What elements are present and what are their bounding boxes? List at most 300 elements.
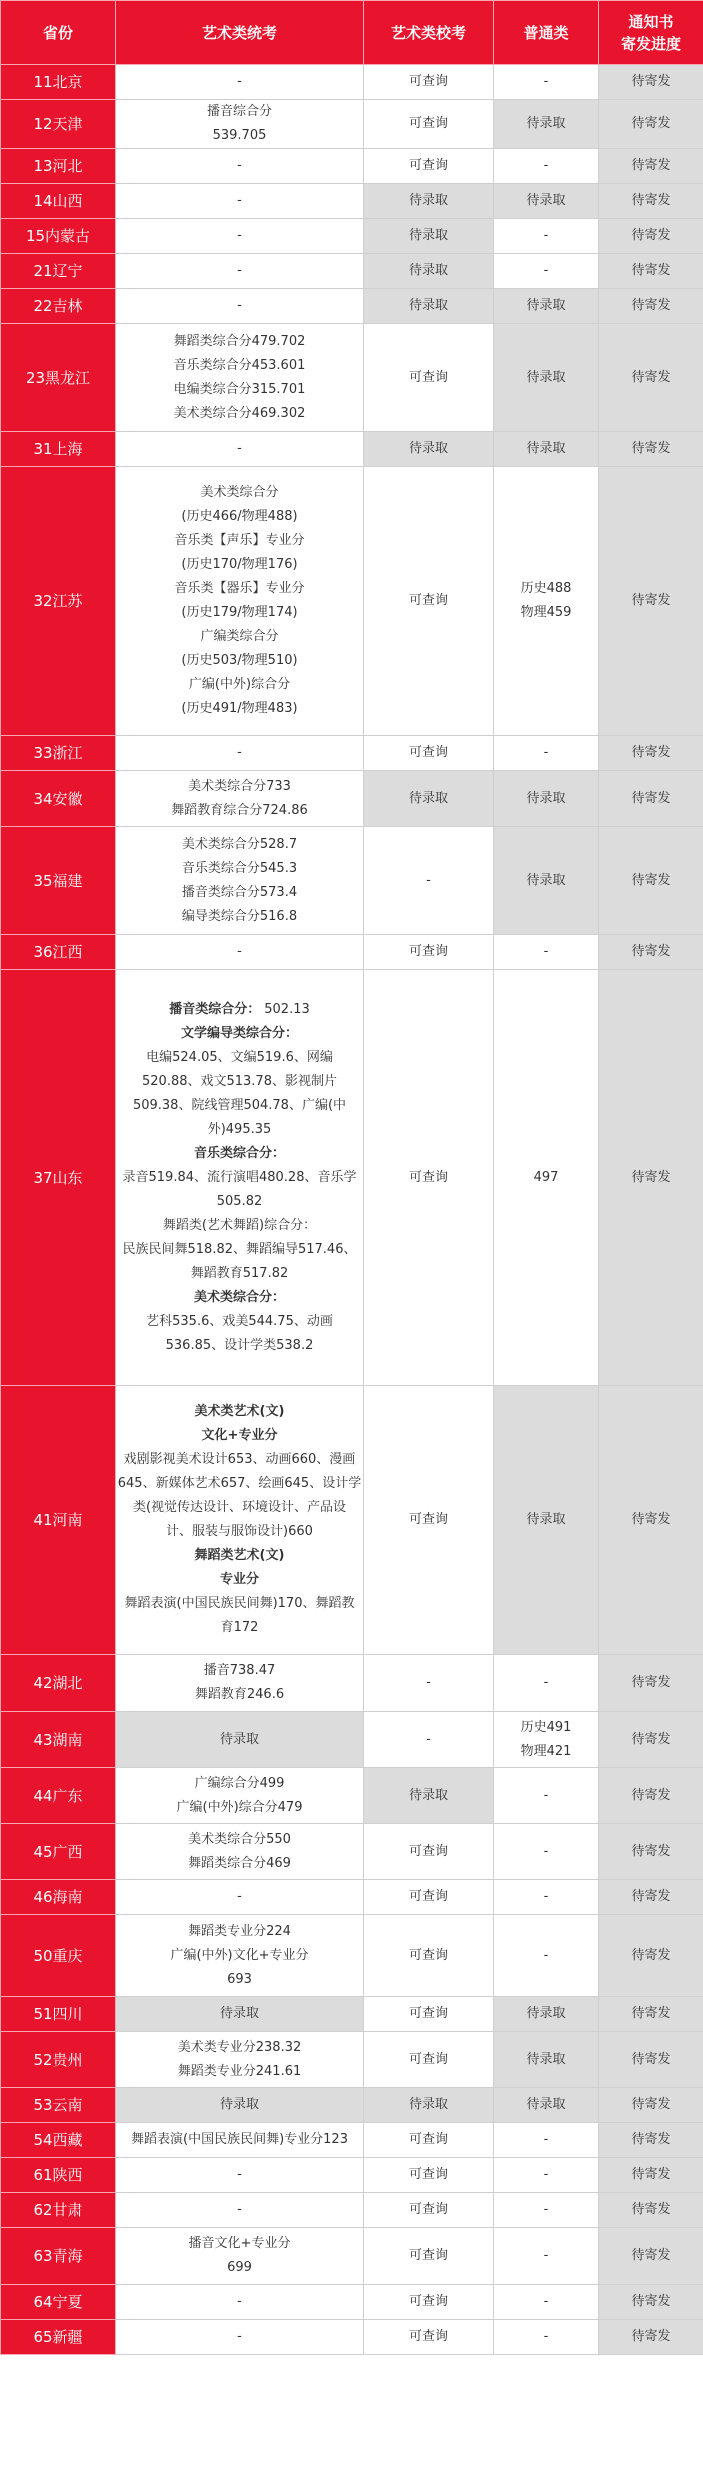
table-row — [1, 1824, 703, 1880]
province-cell: 21辽宁 — [1, 254, 116, 289]
art-exam-cell-text: 播音综合分 — [206, 104, 272, 119]
table-row — [1, 2285, 703, 2320]
art-exam-cell-text: 舞蹈类综合分469 — [188, 1855, 291, 1871]
art-exam-cell-line — [116, 354, 363, 378]
school-exam-cell: 待录取 — [364, 289, 494, 324]
general-cell — [494, 1768, 599, 1824]
art-exam-cell-line — [116, 1496, 363, 1520]
art-exam-cell-line — [116, 70, 363, 94]
art-exam-cell-text: 美术类综合分550 — [188, 1831, 291, 1847]
art-exam-cell-line — [116, 1046, 363, 1070]
art-exam-cell-text: 电编类综合分315.701 — [173, 381, 306, 397]
school-exam-cell: 待录取 — [364, 219, 494, 254]
art-exam-cell-line — [116, 529, 363, 553]
art-exam-cell-line — [116, 673, 363, 697]
art-exam-cell-text: 舞蹈教育246.6 — [194, 1687, 285, 1702]
art-exam-cell-line — [116, 1448, 363, 1472]
school-exam-cell: 可查询 — [364, 2228, 494, 2285]
art-exam-cell — [116, 827, 364, 935]
art-exam-cell-text: 音乐类综合分453.601 — [173, 357, 306, 373]
art-exam-cell-text: 音乐类【器乐】专业分 — [174, 581, 305, 596]
art-exam-cell-line — [116, 1166, 363, 1190]
general-cell-line — [494, 154, 598, 178]
art-exam-cell — [116, 467, 364, 736]
general-cell-text: 待录取 — [526, 298, 566, 313]
art-exam-cell-text: 505.82 — [216, 1193, 263, 1209]
art-exam-cell-text: - — [237, 74, 242, 89]
art-exam-cell-text: 音乐类【声乐】专业分 — [174, 533, 305, 548]
art-exam-cell-text: 待录取 — [219, 2097, 259, 2112]
art-exam-cell — [116, 2285, 364, 2320]
general-cell — [494, 100, 599, 149]
art-exam-cell-text: (历史179/物理174) — [181, 605, 298, 620]
art-exam-cell-text: 类(视觉传达设计、环境设计、产品设 — [132, 1500, 347, 1515]
art-exam-cell — [116, 736, 364, 771]
table-row — [1, 1768, 703, 1824]
general-cell-text: 待录取 — [526, 116, 566, 131]
general-cell-text: - — [543, 745, 549, 760]
art-exam-cell-text: 美术类专业分238.32 — [177, 2039, 302, 2055]
art-exam-cell-line — [116, 577, 363, 601]
art-exam-cell-line — [116, 1286, 363, 1310]
province-cell: 12天津 — [1, 100, 116, 149]
general-cell-text: 历史491 — [520, 1719, 572, 1735]
general-cell-line — [494, 1671, 598, 1695]
art-exam-cell — [116, 935, 364, 970]
school-exam-cell: 可查询 — [364, 2032, 494, 2088]
header-notice-text: 通知书 寄发进度 — [620, 12, 681, 53]
art-exam-cell-text: 播音类综合分573.4 — [181, 884, 298, 900]
school-exam-cell: 可查询 — [364, 2320, 494, 2355]
general-cell — [494, 970, 599, 1386]
general-cell-line — [494, 741, 598, 765]
art-exam-cell-line — [116, 1400, 363, 1424]
province-cell: 32江苏 — [1, 467, 116, 736]
notice-progress-cell: 待寄发 — [599, 2088, 703, 2123]
province-cell: 35福建 — [1, 827, 116, 935]
table-row — [1, 324, 703, 432]
art-exam-cell-line — [116, 649, 363, 673]
art-exam-cell-text: 育172 — [220, 1620, 259, 1635]
art-exam-cell-line — [116, 2002, 363, 2026]
art-exam-cell-text: 待录取 — [219, 1731, 259, 1747]
general-cell-text: - — [543, 2248, 549, 2263]
art-exam-cell-line — [116, 1828, 363, 1852]
art-exam-cell — [116, 1997, 364, 2032]
general-cell-line — [494, 2198, 598, 2222]
notice-progress-cell: 待寄发 — [599, 771, 703, 827]
art-exam-cell-text: - — [237, 1889, 242, 1904]
school-exam-cell: 可查询 — [364, 1997, 494, 2032]
general-cell-text: 待录取 — [526, 790, 566, 806]
art-exam-cell — [116, 432, 364, 467]
art-exam-cell-text: 舞蹈表演(中国民族民间舞)专业分123 — [131, 2132, 348, 2147]
notice-progress-cell: 待寄发 — [599, 2228, 703, 2285]
art-exam-cell-text: 美术类综合分： — [193, 1289, 285, 1305]
table-row — [1, 1997, 703, 2032]
general-cell-text: 497 — [533, 1169, 559, 1185]
general-cell-line — [494, 1166, 598, 1190]
general-cell-line — [494, 1840, 598, 1864]
art-exam-cell-line — [116, 1118, 363, 1142]
school-exam-cell: - — [364, 1655, 494, 1712]
school-exam-cell: 可查询 — [364, 2158, 494, 2193]
art-exam-cell-line — [116, 1852, 363, 1876]
art-exam-cell-text: (历史170/物理176) — [181, 557, 298, 572]
notice-progress-cell: 待寄发 — [599, 1880, 703, 1915]
notice-progress-cell: 待寄发 — [599, 1915, 703, 1997]
general-cell — [494, 254, 599, 289]
art-exam-cell-line — [116, 2232, 363, 2256]
table-row — [1, 219, 703, 254]
art-exam-cell-line — [116, 1214, 363, 1238]
province-cell: 42湖北 — [1, 1655, 116, 1712]
general-cell-text: - — [543, 2167, 549, 2182]
notice-progress-cell: 待寄发 — [599, 2193, 703, 2228]
general-cell-line — [494, 1740, 598, 1764]
art-exam-cell — [116, 2320, 364, 2355]
province-cell: 65新疆 — [1, 2320, 116, 2355]
general-cell — [494, 2193, 599, 2228]
general-cell-text: - — [543, 228, 549, 243]
notice-progress-cell: 待寄发 — [599, 1824, 703, 1880]
general-cell-line — [494, 294, 598, 318]
general-cell-text: - — [543, 1947, 549, 1963]
art-exam-cell-text: 电编524.05、文编519.6、网编 — [146, 1049, 333, 1065]
general-cell-line — [494, 2325, 598, 2349]
art-exam-cell-text: - — [237, 2329, 242, 2344]
general-cell-text: 物理459 — [520, 605, 572, 620]
art-exam-cell — [116, 254, 364, 289]
art-exam-cell-line — [116, 2256, 363, 2280]
table-row — [1, 2228, 703, 2285]
notice-progress-cell: 待寄发 — [599, 2158, 703, 2193]
province-cell: 54西藏 — [1, 2123, 116, 2158]
art-exam-cell-text: 播音类综合分： — [169, 1001, 261, 1017]
art-exam-cell-line — [116, 1920, 363, 1944]
notice-progress-cell: 待寄发 — [599, 970, 703, 1386]
art-exam-cell — [116, 970, 364, 1386]
art-exam-cell-text: 文学编导类综合分： — [180, 1025, 298, 1041]
art-exam-cell-line — [116, 1238, 363, 1262]
art-exam-cell-line — [116, 625, 363, 649]
art-exam-cell-line — [116, 905, 363, 929]
art-exam-cell-line — [116, 2290, 363, 2314]
art-exam-cell-line — [116, 2093, 363, 2117]
art-exam-cell-line — [116, 775, 363, 799]
general-cell-text: - — [543, 2329, 549, 2344]
table-row — [1, 254, 703, 289]
art-exam-cell-text: - — [237, 441, 242, 456]
art-exam-cell-text: 外)495.35 — [207, 1121, 272, 1137]
notice-progress-cell: 待寄发 — [599, 219, 703, 254]
art-exam-cell — [116, 289, 364, 324]
general-cell-text: 待录取 — [526, 2006, 566, 2021]
art-exam-cell — [116, 1768, 364, 1824]
school-exam-cell: 可查询 — [364, 1386, 494, 1655]
art-exam-cell-line — [116, 881, 363, 905]
school-exam-cell: - — [364, 827, 494, 935]
general-cell-line — [494, 1716, 598, 1740]
general-cell-text: 待录取 — [526, 2097, 566, 2112]
art-exam-cell-line — [116, 154, 363, 178]
art-exam-cell-text: 广编(中外)综合分479 — [176, 1799, 303, 1815]
province-cell: 43湖南 — [1, 1712, 116, 1768]
art-exam-cell-text: - — [237, 193, 242, 208]
art-exam-cell-text: 广编综合分499 — [194, 1775, 285, 1791]
art-exam-cell-text: 645、新媒体艺术657、绘画645、设计学 — [117, 1476, 362, 1491]
table-row — [1, 827, 703, 935]
table-row — [1, 432, 703, 467]
general-cell-text: 物理421 — [520, 1743, 572, 1759]
school-exam-cell: 可查询 — [364, 149, 494, 184]
province-cell: 64宁夏 — [1, 2285, 116, 2320]
school-exam-cell: 可查询 — [364, 970, 494, 1386]
art-exam-cell-line — [116, 1520, 363, 1544]
art-exam-cell-line — [116, 998, 363, 1022]
art-exam-cell-text: 戏剧影视美术设计653、动画660、漫画 — [123, 1452, 356, 1467]
school-exam-cell: 待录取 — [364, 771, 494, 827]
notice-progress-cell: 待寄发 — [599, 1997, 703, 2032]
notice-progress-cell: 待寄发 — [599, 254, 703, 289]
art-exam-cell — [116, 1824, 364, 1880]
school-exam-cell: 可查询 — [364, 736, 494, 771]
art-exam-cell — [116, 1880, 364, 1915]
table-row — [1, 1915, 703, 1997]
art-exam-cell-line — [116, 1592, 363, 1616]
general-cell-line — [494, 2163, 598, 2187]
art-exam-cell-text: - — [237, 228, 242, 243]
general-cell-line — [494, 259, 598, 283]
art-exam-cell-line — [116, 1190, 363, 1214]
general-cell-line — [494, 1944, 598, 1968]
table-row — [1, 2123, 703, 2158]
general-cell — [494, 2320, 599, 2355]
province-cell: 37山东 — [1, 970, 116, 1386]
general-cell-line — [494, 940, 598, 964]
art-exam-cell-text: 计、服装与服饰设计)660 — [166, 1524, 313, 1539]
school-exam-cell: 可查询 — [364, 2193, 494, 2228]
general-cell — [494, 771, 599, 827]
art-exam-cell-line — [116, 1094, 363, 1118]
notice-progress-cell: 待寄发 — [599, 100, 703, 149]
art-exam-cell — [116, 324, 364, 432]
general-cell-line — [494, 2290, 598, 2314]
general-cell-line — [494, 112, 598, 136]
notice-progress-cell: 待寄发 — [599, 324, 703, 432]
header-notice-progress — [599, 1, 703, 65]
general-cell-text: 待录取 — [526, 2051, 566, 2067]
province-cell: 22吉林 — [1, 289, 116, 324]
general-cell — [494, 2123, 599, 2158]
art-exam-cell-line — [116, 741, 363, 765]
art-exam-cell-text: 539.705 — [212, 128, 267, 143]
art-exam-cell-text: 美术类综合分 — [200, 485, 279, 500]
province-cell: 44广东 — [1, 1768, 116, 1824]
art-exam-cell — [116, 1915, 364, 1997]
art-exam-cell-text: 专业分 — [219, 1572, 259, 1587]
art-exam-cell-line — [116, 2060, 363, 2084]
school-exam-cell: 待录取 — [364, 254, 494, 289]
art-exam-cell-line — [116, 1334, 363, 1358]
table-row — [1, 184, 703, 219]
general-cell-line — [494, 366, 598, 390]
art-exam-cell-line — [116, 481, 363, 505]
table-row — [1, 771, 703, 827]
art-exam-cell-text: (历史466/物理488) — [181, 509, 298, 524]
notice-progress-cell: 待寄发 — [599, 2285, 703, 2320]
province-cell: 45广西 — [1, 1824, 116, 1880]
province-cell: 14山西 — [1, 184, 116, 219]
art-exam-cell-line — [116, 330, 363, 354]
art-exam-cell-line — [116, 857, 363, 881]
art-exam-cell-text: - — [237, 263, 242, 278]
art-exam-cell-text: 舞蹈表演(中国民族民间舞)170、舞蹈教 — [124, 1596, 355, 1611]
general-cell — [494, 2032, 599, 2088]
general-cell-text: - — [543, 2132, 549, 2147]
table-row — [1, 2088, 703, 2123]
art-exam-cell-line — [116, 833, 363, 857]
art-exam-cell-line — [116, 1616, 363, 1640]
school-exam-cell: - — [364, 1712, 494, 1768]
school-exam-cell: 可查询 — [364, 2285, 494, 2320]
art-exam-cell-text: - — [237, 158, 242, 173]
art-exam-cell-text: 文化+专业分 — [201, 1428, 278, 1443]
province-cell: 33浙江 — [1, 736, 116, 771]
general-cell-line — [494, 869, 598, 893]
art-exam-cell-line — [116, 1944, 363, 1968]
province-cell: 41河南 — [1, 1386, 116, 1655]
art-exam-cell-line — [116, 1885, 363, 1909]
general-cell-text: - — [543, 2294, 549, 2309]
art-exam-cell-text: 520.88、戏文513.78、影视制片 — [142, 1073, 337, 1089]
general-cell — [494, 827, 599, 935]
art-exam-cell-text: 待录取 — [219, 2006, 259, 2021]
notice-progress-cell: 待寄发 — [599, 1712, 703, 1768]
table-row — [1, 289, 703, 324]
table-row — [1, 1880, 703, 1915]
school-exam-cell: 可查询 — [364, 100, 494, 149]
art-exam-cell-text: 播音738.47 — [203, 1663, 276, 1678]
table-row — [1, 100, 703, 149]
art-exam-cell-text: 536.85、设计学类538.2 — [165, 1337, 314, 1353]
notice-progress-cell: 待寄发 — [599, 467, 703, 736]
school-exam-cell: 待录取 — [364, 432, 494, 467]
notice-progress-cell: 待寄发 — [599, 289, 703, 324]
notice-progress-cell: 待寄发 — [599, 736, 703, 771]
art-exam-cell-text: 舞蹈类专业分224 — [188, 1923, 291, 1939]
art-exam-cell-text: 编导类综合分516.8 — [181, 908, 298, 924]
art-exam-cell-text: - — [237, 2167, 242, 2182]
general-cell-text: - — [543, 158, 549, 173]
province-cell: 46海南 — [1, 1880, 116, 1915]
general-cell-text: 待录取 — [526, 193, 566, 208]
art-exam-cell-line — [116, 437, 363, 461]
art-exam-cell-text: 播音文化+专业分 — [188, 2236, 291, 2251]
general-cell — [494, 432, 599, 467]
general-cell-line — [494, 601, 598, 625]
art-exam-cell-line — [116, 505, 363, 529]
art-exam-cell-line — [116, 1659, 363, 1683]
art-exam-cell-text: 舞蹈类艺术(文) — [194, 1548, 285, 1563]
school-exam-cell: 待录取 — [364, 2088, 494, 2123]
table-row — [1, 2158, 703, 2193]
notice-progress-cell: 待寄发 — [599, 1655, 703, 1712]
general-cell — [494, 1655, 599, 1712]
general-cell-text: 待录取 — [526, 369, 566, 385]
table-row — [1, 970, 703, 1386]
art-exam-cell — [116, 100, 364, 149]
school-exam-cell: 可查询 — [364, 1915, 494, 1997]
art-exam-cell-text: 509.38、院线管理504.78、广编(中 — [132, 1097, 347, 1113]
art-exam-cell-line — [116, 259, 363, 283]
art-exam-cell-text: 舞蹈类专业分241.61 — [177, 2063, 302, 2079]
art-exam-cell-line — [116, 940, 363, 964]
art-exam-cell-text: 美术类综合分733 — [188, 778, 291, 794]
art-exam-cell-text: 广编类综合分 — [200, 629, 279, 644]
general-cell-text: - — [543, 1675, 549, 1690]
province-cell: 50重庆 — [1, 1915, 116, 1997]
art-exam-cell-text: - — [237, 2202, 242, 2217]
art-exam-cell-line — [116, 553, 363, 577]
art-exam-cell-text: 广编(中外)文化+专业分 — [170, 1947, 309, 1963]
art-exam-cell — [116, 1712, 364, 1768]
art-exam-cell-line — [116, 1262, 363, 1286]
general-cell-text: 待录取 — [526, 441, 566, 456]
general-cell-text: 待录取 — [526, 872, 566, 888]
art-exam-cell — [116, 65, 364, 100]
table-row — [1, 2193, 703, 2228]
province-cell: 36江西 — [1, 935, 116, 970]
general-cell-line — [494, 577, 598, 601]
general-cell — [494, 219, 599, 254]
art-exam-cell-text: 美术类综合分528.7 — [181, 836, 298, 852]
art-exam-cell — [116, 219, 364, 254]
general-cell-text: - — [543, 2202, 549, 2217]
table-row — [1, 65, 703, 100]
general-cell-line — [494, 437, 598, 461]
general-cell-line — [494, 1885, 598, 1909]
province-cell: 31上海 — [1, 432, 116, 467]
notice-progress-cell: 待寄发 — [599, 1768, 703, 1824]
general-cell — [494, 289, 599, 324]
art-exam-cell-line — [116, 1472, 363, 1496]
table-row — [1, 1712, 703, 1768]
header-province: 省份 — [1, 1, 116, 65]
art-exam-cell-line — [116, 1022, 363, 1046]
art-exam-cell-line — [116, 378, 363, 402]
art-exam-cell-text: 音乐类综合分545.3 — [181, 860, 298, 876]
art-exam-cell-text: (历史503/物理510) — [181, 653, 298, 668]
notice-progress-cell: 待寄发 — [599, 935, 703, 970]
general-cell-line — [494, 2093, 598, 2117]
table-row — [1, 1386, 703, 1655]
general-cell — [494, 149, 599, 184]
general-cell — [494, 65, 599, 100]
general-cell-text: - — [543, 1843, 549, 1859]
art-exam-cell-text: - — [237, 2294, 242, 2309]
general-cell-line — [494, 2002, 598, 2026]
art-exam-cell — [116, 184, 364, 219]
art-exam-cell — [116, 1655, 364, 1712]
notice-progress-cell: 待寄发 — [599, 149, 703, 184]
province-cell: 13河北 — [1, 149, 116, 184]
art-exam-cell-text: - — [237, 298, 242, 313]
art-exam-cell-line — [116, 2128, 363, 2152]
art-exam-cell-text: 美术类综合分469.302 — [173, 405, 306, 421]
art-exam-cell-line — [116, 601, 363, 625]
general-cell-text: - — [543, 263, 549, 278]
